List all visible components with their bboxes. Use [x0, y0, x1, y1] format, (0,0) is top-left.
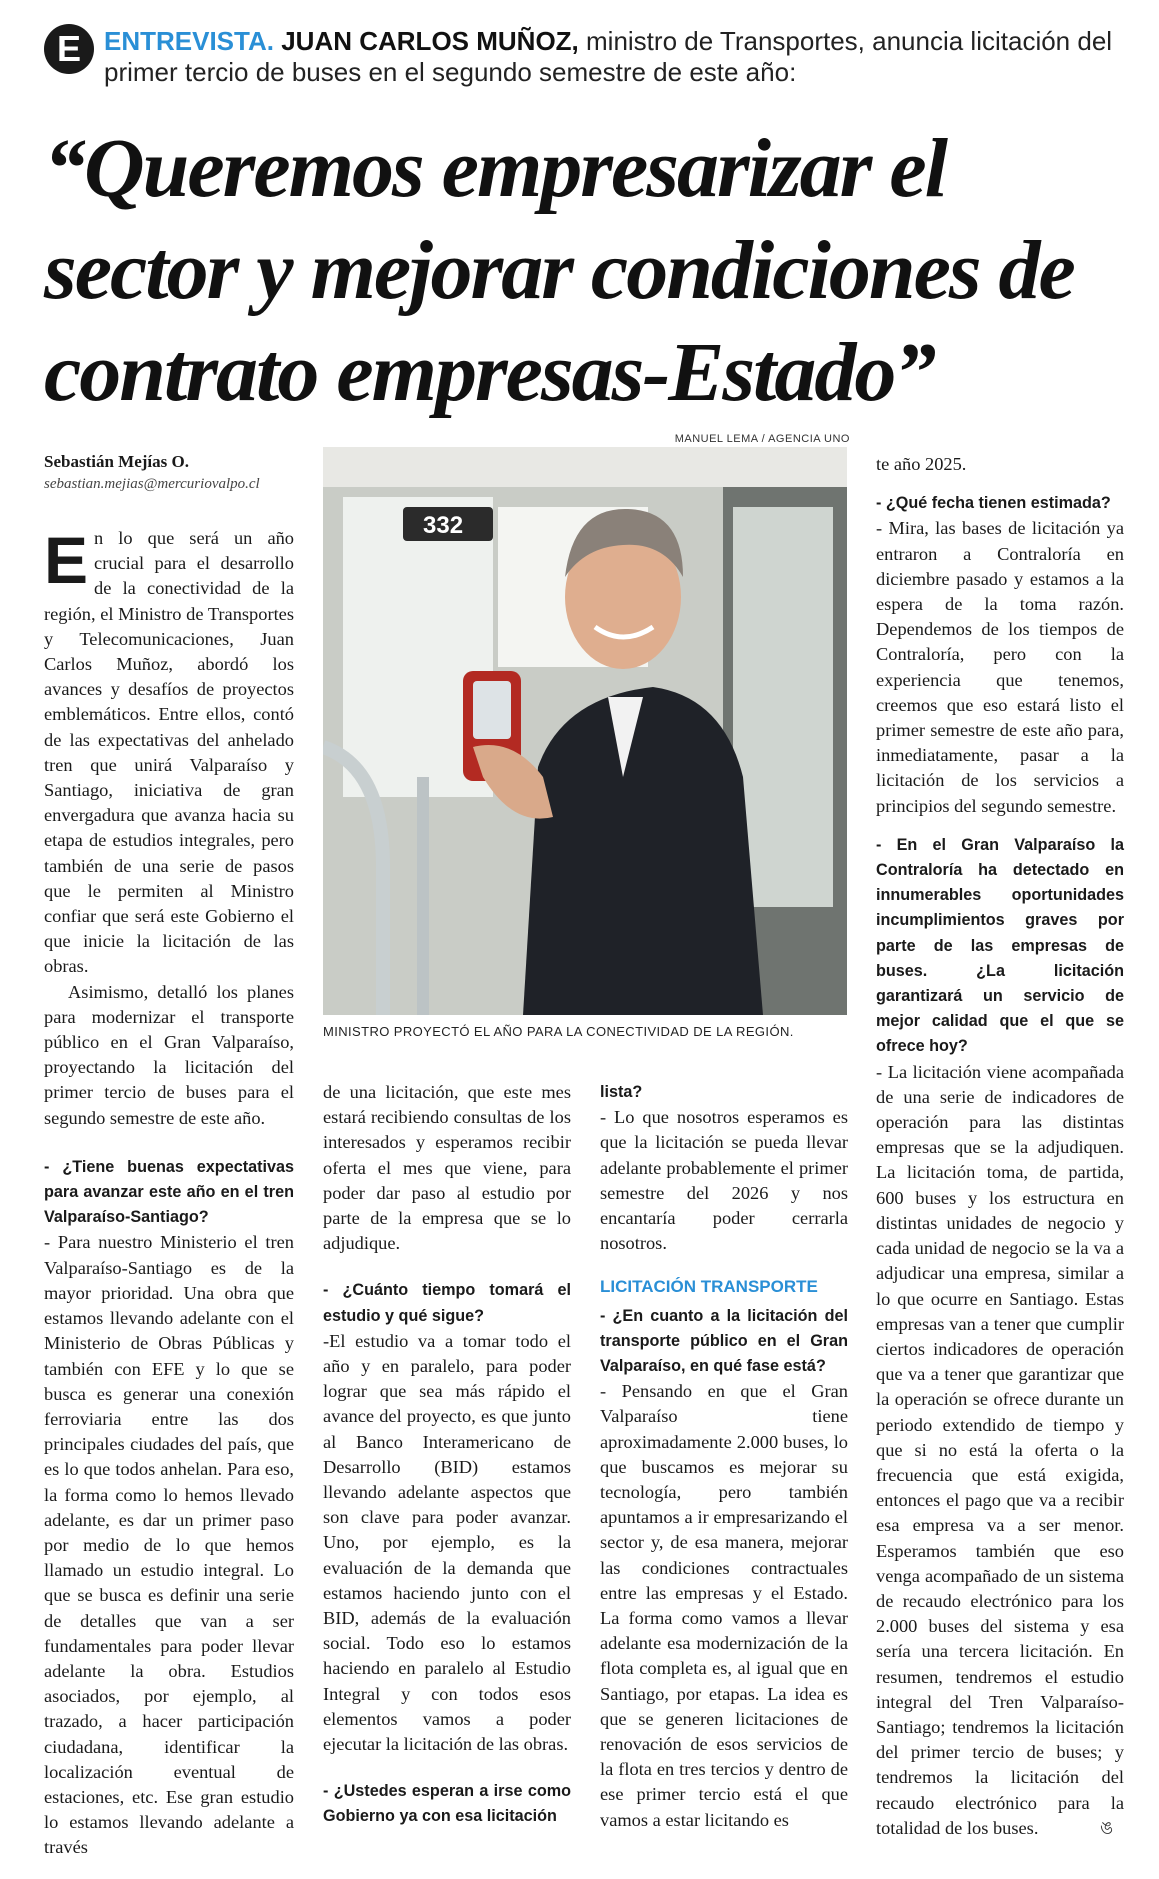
column-1	[44, 523, 294, 1861]
question-4: - ¿En cuanto a la licitación del transporte público en el Gran Valparaíso, en qué fase está?	[600, 1306, 848, 1376]
photo-minister-on-bus	[323, 447, 847, 1015]
answer-1: - Para nuestro Ministerio el tren Valparaíso-Santiago es de la mayor prioridad. Una obra que estamos llevando adelante con el Ministerio de Obras Públicas y también con EFE y lo que se busca es generar una conexión ferroviaria entre las dos principales ciudades del país, que es lo que todos anhelan. Para eso, la forma como lo hemos llevado adelante, es dar un primer paso por medio de lo que hemos llamado un estudio integral. Lo que se busca es definir una serie de detalles que van a ser fundamentales para poder llevar adelante la obra. Estudios asociados, por ejemplo, al trazado, a hacer participación ciudadana, identificar la localización eventual de estaciones, etc. Ese gran estudio lo estamos llevando adelante a través	[44, 1232, 294, 1858]
question-3-continued: lista?	[600, 1083, 643, 1101]
column-2	[323, 1080, 571, 1830]
interviewee-name: JUAN CARLOS MUÑOZ,	[281, 26, 579, 56]
bus-route-number: 332	[423, 512, 464, 539]
question-1: - ¿Tiene buenas expectativas para avanzar este año en el tren Valparaíso-Santiago?	[44, 1157, 294, 1227]
author-email[interactable]: sebastian.mejias@mercuriovalpo.cl	[44, 476, 260, 492]
kicker-text: ministro de Transportes, anuncia licitación del primer tercio de buses en el segundo semestre de este año:	[104, 26, 1113, 87]
question-2: - ¿Cuánto tiempo tomará el estudio y qué sigue?	[323, 1281, 571, 1325]
drop-cap: E	[44, 523, 89, 597]
photo-credit: MANUEL LEMA / AGENCIA UNO	[674, 433, 850, 445]
question-3: - ¿Ustedes esperan a irse como Gobierno ya con esa licitación	[323, 1782, 571, 1826]
photo-caption: MINISTRO PROYECTÓ EL AÑO PARA LA CONECTIVIDAD DE LA REGIÓN.	[323, 1024, 794, 1039]
kicker	[104, 26, 1124, 88]
answer-3: - Lo que nosotros esperamos es que la licitación se pueda llevar adelante probablemente el primer semestre del 2026 y nos encantaría poder cerrarla nosotros.	[600, 1107, 848, 1254]
headline: “Queremos empresarizar el sector y mejorar condiciones de contrato empresas-Estado”	[44, 122, 1074, 419]
section-label: ENTREVISTA.	[104, 26, 274, 56]
column-4	[876, 452, 1124, 1841]
answer-4-continued: te año 2025.	[876, 454, 967, 474]
photo-illustration	[323, 447, 847, 1015]
section-badge: E	[44, 24, 94, 74]
question-6: - En el Gran Valparaíso la Contraloría ha detectado en innumerables oportunidades incumplimientos graves por parte de las empresas de buses. ¿La licitación garantizará un servicio de mejor calidad que el que se ofrece hoy?	[876, 835, 1124, 1056]
intro-paragraph-2: Asimismo, detalló los planes para modernizar el transporte público en el Gran Valparaíso, proyectando la licitación del primer tercio de buses para el segundo semestre de este año.	[44, 981, 294, 1128]
answer-4: - Pensando en que el Gran Valparaíso tiene aproximadamente 2.000 buses, lo que buscamos es mejorar su tecnología, pero también apuntamos a ir empresarizando el sector y, de esa manera, mejorar las condiciones contractuales entre las empresas y el Estado. La forma como vamos a llevar adelante esa modernización de la flota completa es, al igual que en Santiago, por etapas. La idea es que se generen licitaciones de renovación de esos servicios de la flota en tres tercios y dentro de ese primer tercio está el que vamos a estar licitando es	[600, 1381, 848, 1830]
end-mark: ঙ	[1100, 1818, 1114, 1838]
answer-6: - La licitación viene acompañada de una serie de indicadores de operación para las distintas empresas que se la adjudiquen. La licitación toma, de partida, 600 buses y los estructura en distintas unidades de negocio y cada unidad de negocio se la va a adjudicar una empresa, similar a lo que ocurre en Santiago. Estas empresas van a tener que cumplir ciertos indicadores de operación que va a tener que garantizar que la operación se ofrece durante un periodo extendido de tiempo y que si no está la oferta o la frecuencia que está exigida, entonces el pago que va a recibir esa empresa va a ser menor. Esperamos también que eso venga acompañado de un sistema de recaudo electrónico para los 2.000 buses del sistema y esa sería una tercera licitación. En resumen, tendremos el estudio integral del Tren Valparaíso-Santiago; tendremos la licitación del primer tercio de buses; y tendremos la licitación del recaudo electrónico para la totalidad de los buses.	[876, 1061, 1124, 1838]
subhead-licitacion: LICITACIÓN TRANSPORTE	[600, 1277, 818, 1297]
byline	[44, 452, 294, 493]
column-3	[600, 1080, 848, 1833]
answer-5: - Mira, las bases de licitación ya entraron a Contraloría en diciembre pasado y estamos a la espera de la toma razón. Dependemos de los tiempos de Contraloría, pero con la experiencia que tenemos, creemos que eso estará listo el primer semestre de este año para, inmediatamente, pasar a la licitación de los servicios a principios del segundo semestre.	[876, 518, 1124, 816]
intro-paragraph: n lo que será un año crucial para el desarrollo de la conectividad de la región, el Ministro de Transportes y Telecomunicaciones, Juan Carlos Muñoz, abordó los avances y desafíos de proyectos emblemáticos. Entre ellos, contó de las expectativas del anhelado tren que unirá Valparaíso y Santiago, iniciativa de gran envergadura que avanza hacia su etapa de estudios integrales, pero también de una serie de pasos que le permiten al Ministro confiar que será este Gobierno el que inicie la licitación de las obras.	[44, 528, 294, 977]
question-5: - ¿Qué fecha tienen estimada?	[876, 494, 1111, 513]
answer-1-continued: de una licitación, que este mes estará recibiendo consultas de los interesados y esperamos recibir oferta el mes que viene, para poder dar paso al estudio por parte de la empresa que se lo adjudique.	[323, 1082, 571, 1254]
answer-2: -El estudio va a tomar todo el año y en paralelo, para poder lograr que sea más rápido el avance del proyecto, es que junto al Banco Interamericano de Desarrollo (BID) estamos llevando adelante aspectos que son clave para poder avanzar. Uno, por ejemplo, es la evaluación de la demanda que estamos haciendo junto con el BID, además de la evaluación social. Todo eso lo estamos haciendo en paralelo al Estudio Integral y con todos esos elementos vamos a poder ejecutar la licitación de las obras.	[323, 1330, 571, 1755]
author-name: Sebastián Mejías O.	[44, 452, 189, 471]
